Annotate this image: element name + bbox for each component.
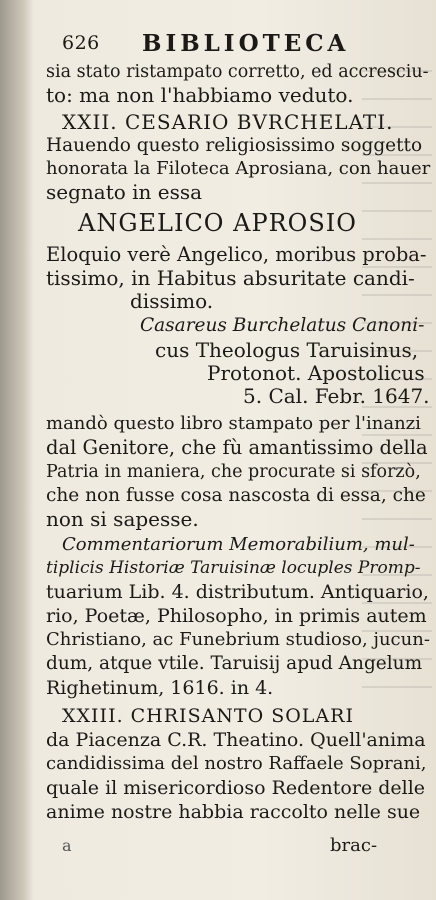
- text-line: non si sapesse.: [46, 507, 199, 531]
- text-line: honorata la Filoteca Aprosiana, con hauer: [46, 158, 431, 179]
- text-line: sia stato ristampato corretto, ed accresciu-: [46, 62, 429, 82]
- text-line: Christiano, ac Funebrium studioso, jucun-: [46, 629, 430, 650]
- text-line: tuarium Lib. 4. distributum. Antiquario,: [46, 581, 429, 603]
- text-line: anime nostre habbia raccolto nelle sue: [46, 801, 421, 823]
- text-line: Eloquio verè Angelico, moribus proba-: [46, 243, 427, 266]
- catchword: brac-: [330, 835, 378, 856]
- text-line: Patria in maniera, che procurate si sforzò,: [46, 462, 421, 482]
- text-line: che non fusse cosa nascosta di essa, che: [46, 485, 426, 506]
- entry-heading-xxii: XXII. CESARIO BVRCHELATI.: [62, 110, 394, 134]
- text-line: quale il misericordioso Redentore delle: [46, 777, 426, 799]
- entry-heading-xxiii: XXIII. CHRISANTO SOLARI: [62, 705, 354, 727]
- signature-line: cus Theologus Taruisinus,: [155, 338, 419, 362]
- text-line: da Piacenza C.R. Theatino. Quell'anima: [46, 729, 426, 751]
- signature-line: Protonot. Apostolicus: [207, 361, 425, 385]
- signature-line: Casareus Burchelatus Canoni-: [140, 315, 425, 336]
- text-line: dal Genitore, che fù amantissimo della: [46, 436, 428, 459]
- text-line: dum, atque vtile. Taruisij apud Angelum: [46, 653, 423, 674]
- date-line: 5. Cal. Febr. 1647.: [243, 384, 430, 408]
- signature-mark: a: [62, 836, 72, 855]
- text-line: to: ma non l'habbiamo veduto.: [46, 83, 354, 107]
- dedicatee-name: ANGELICO APROSIO: [78, 209, 357, 237]
- book-title-line: Commentariorum Memorabilium, mul-: [62, 534, 415, 555]
- text-line: Hauendo questo religiosissimo soggetto: [46, 135, 423, 156]
- text-line: dissimo.: [130, 289, 214, 313]
- book-title-line: tiplicis Historiæ Taruisinæ locuples Promp-: [46, 558, 421, 578]
- page-number: 626: [62, 32, 100, 54]
- text-line: tissimo, in Habitus absuritate candi-: [46, 266, 415, 290]
- page-header: [62, 30, 432, 58]
- text-line: Righetinum, 1616. in 4.: [46, 677, 274, 699]
- running-title: BIBLIOTECA: [142, 30, 350, 57]
- text-line: candidissima del nostro Raffaele Soprani,: [46, 753, 427, 774]
- text-line: rio, Poetæ, Philosopho, in primis autem: [46, 605, 427, 627]
- text-line: mandò questo libro stampato per l'inanzi: [46, 413, 421, 434]
- text-line: segnato in essa: [46, 180, 203, 204]
- page-gutter-shadow: [0, 0, 34, 900]
